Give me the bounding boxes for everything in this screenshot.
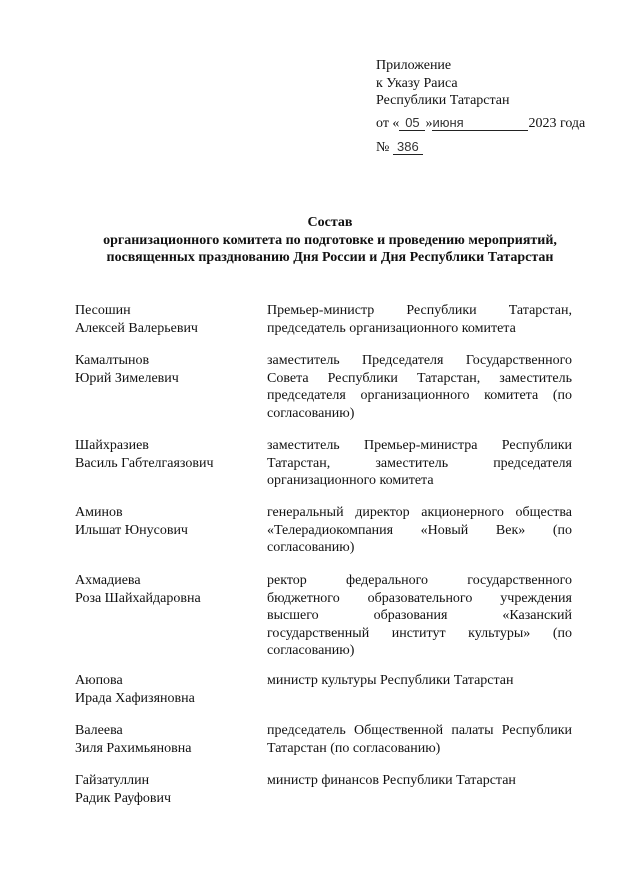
member-given-name: Роза Шайхайдаровна xyxy=(75,590,201,606)
member-role: заместитель Премьер-министра Республики Татарстан, заместитель председателя организационного комитета xyxy=(267,438,572,488)
member-role: министр финансов Республики Татарстан xyxy=(267,773,516,788)
title-line-2: организационного комитета по подготовке и проведению мероприятий, xyxy=(103,232,557,248)
member-name xyxy=(75,504,260,539)
member-given-name: Радик Рауфович xyxy=(75,790,172,806)
title-line-1: Состав xyxy=(307,215,353,230)
decree-number xyxy=(376,140,423,156)
member-role: ректор федерального государственного бюджетного образовательного учреждения высшего образования «Казанский государственный институт культуры» (по согласованию) xyxy=(267,573,572,658)
member-surname: Валеева xyxy=(75,723,123,738)
member-name xyxy=(75,572,260,607)
number-prefix: № xyxy=(376,140,390,155)
member-given-name: Юрий Зимелевич xyxy=(75,370,179,386)
appendix-decree-ref: к Указу Раиса xyxy=(376,75,458,91)
member-role: председатель Общественной палаты Республики Татарстан (по согласованию) xyxy=(267,723,572,756)
appendix-label: Приложение xyxy=(376,58,452,73)
member-given-name: Ильшат Юнусович xyxy=(75,522,188,538)
member-surname: Шайхразиев xyxy=(75,438,149,453)
member-name xyxy=(75,722,260,757)
member-surname: Аюпова xyxy=(75,673,123,688)
member-surname: Аминов xyxy=(75,505,123,520)
date-mid: » xyxy=(425,116,433,131)
appendix-header xyxy=(376,57,606,110)
member-surname: Гайзатуллин xyxy=(75,773,150,788)
date-month: июня xyxy=(432,116,528,131)
member-name xyxy=(75,772,260,807)
member-name xyxy=(75,672,260,707)
member-name xyxy=(75,352,260,387)
member-name xyxy=(75,302,260,337)
member-surname: Камалтынов xyxy=(75,353,150,368)
member-given-name: Василь Габтелгаязович xyxy=(75,455,214,471)
member-given-name: Алексей Валерьевич xyxy=(75,320,198,336)
document-title xyxy=(40,214,620,267)
member-role: Премьер-министр Республики Татарстан, председатель организационного комитета xyxy=(267,303,572,336)
member-name xyxy=(75,437,260,472)
date-day: 05 xyxy=(399,116,425,131)
member-role: заместитель Председателя Государственного Совета Республики Татарстан, заместитель председателя организационного комитета (по согласованию) xyxy=(267,353,572,421)
member-role: министр культуры Республики Татарстан xyxy=(267,673,514,688)
title-line-3: посвященных празднованию Дня России и Дня Республики Татарстан xyxy=(106,250,554,265)
member-role: генеральный директор акционерного общества «Телерадиокомпания «Новый Век» (по согласованию) xyxy=(267,505,572,555)
member-given-name: Ирада Хафизяновна xyxy=(75,690,195,706)
decree-date xyxy=(376,116,585,132)
date-year: 2023 года xyxy=(528,116,586,131)
number-value: 386 xyxy=(393,140,423,155)
member-surname: Песошин xyxy=(75,303,131,318)
date-prefix: от « xyxy=(376,116,400,131)
member-surname: Ахмадиева xyxy=(75,573,141,588)
member-given-name: Зиля Рахимьяновна xyxy=(75,740,192,756)
appendix-republic: Республики Татарстан xyxy=(376,93,510,108)
